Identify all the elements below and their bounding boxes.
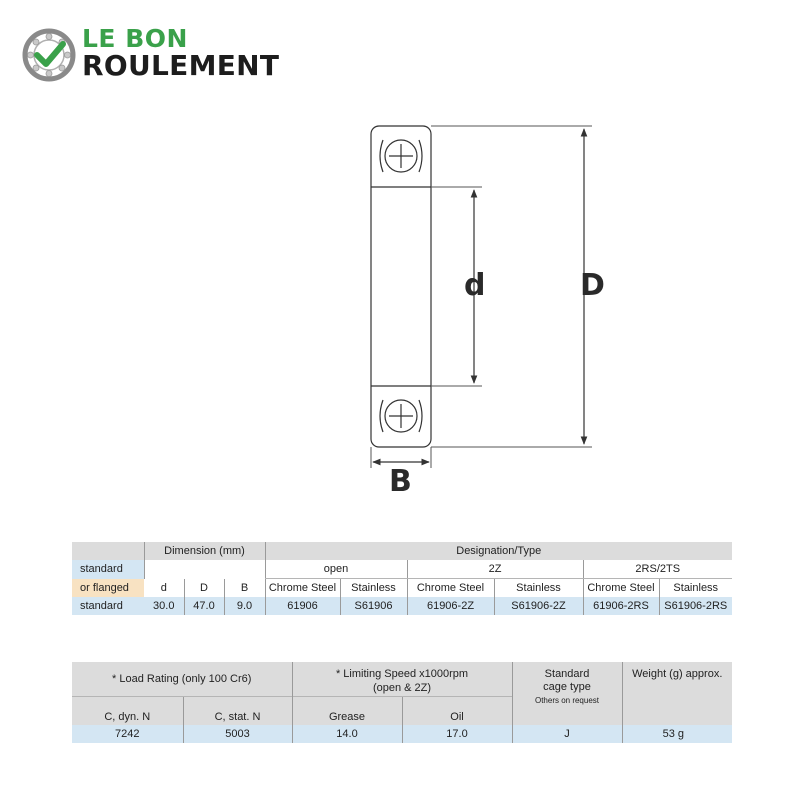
dimension-header: Dimension (mm): [144, 542, 265, 560]
value-chrome-open: 61906: [265, 597, 340, 615]
weight-header: Weight (g) approx.: [622, 662, 732, 725]
B-label: B: [389, 464, 412, 499]
group-2z: 2Z: [407, 560, 583, 579]
col-chrome-2rs: Chrome Steel: [583, 579, 659, 598]
row-label-flanged: or flanged: [72, 579, 144, 598]
cage-header-line-1: Standard: [544, 668, 590, 680]
col-D: D: [184, 579, 224, 598]
value-stainless-open: S61906: [340, 597, 407, 615]
col-B: B: [224, 579, 265, 598]
value-c-dyn: 7242: [72, 725, 183, 743]
value-chrome-2z: 61906-2Z: [407, 597, 494, 615]
D-label: D: [580, 268, 605, 303]
designation-header: Designation/Type: [265, 542, 732, 560]
logo-line-2: ROULEMENT: [82, 49, 280, 82]
group-open: open: [265, 560, 407, 579]
col-stainless-open: Stainless: [340, 579, 407, 598]
value-D: 47.0: [184, 597, 224, 615]
col-grease: Grease: [292, 697, 402, 726]
col-stainless-2z: Stainless: [494, 579, 583, 598]
col-c-dyn: C, dyn. N: [72, 697, 183, 726]
row-label-standard-data: standard: [72, 597, 144, 615]
logo-line-1: LE BON: [82, 24, 188, 53]
col-chrome-2z: Chrome Steel: [407, 579, 494, 598]
bottom-ball: [380, 400, 422, 432]
limiting-speed-header-2: (open & 2Z): [292, 682, 512, 697]
bearing-outline: [371, 126, 431, 447]
cage-header: [512, 662, 622, 725]
d-label: d: [464, 268, 486, 303]
value-stainless-2z: S61906-2Z: [494, 597, 583, 615]
value-d: 30.0: [144, 597, 184, 615]
value-chrome-2rs: 61906-2RS: [583, 597, 659, 615]
value-B: 9.0: [224, 597, 265, 615]
dimension-designation-table: [72, 542, 732, 615]
value-weight: 53 g: [622, 725, 732, 743]
col-chrome-open: Chrome Steel: [265, 579, 340, 598]
value-cage: J: [512, 725, 622, 743]
cage-header-line-2: cage type: [543, 681, 591, 693]
limiting-speed-header-1: * Limiting Speed x1000rpm: [292, 662, 512, 682]
value-c-stat: 5003: [183, 725, 292, 743]
col-d: d: [144, 579, 184, 598]
value-grease: 14.0: [292, 725, 402, 743]
top-ball: [380, 140, 422, 172]
row-label-standard: standard: [72, 560, 144, 579]
value-stainless-2rs: S61906-2RS: [659, 597, 732, 615]
group-2rs: 2RS/2TS: [583, 560, 732, 579]
col-c-stat: C, stat. N: [183, 697, 292, 726]
load-speed-table: [72, 662, 732, 743]
load-rating-header: * Load Rating (only 100 Cr6): [72, 662, 292, 697]
col-stainless-2rs: Stainless: [659, 579, 732, 598]
col-oil: Oil: [402, 697, 512, 726]
cage-note: Others on request: [534, 696, 600, 705]
value-oil: 17.0: [402, 725, 512, 743]
